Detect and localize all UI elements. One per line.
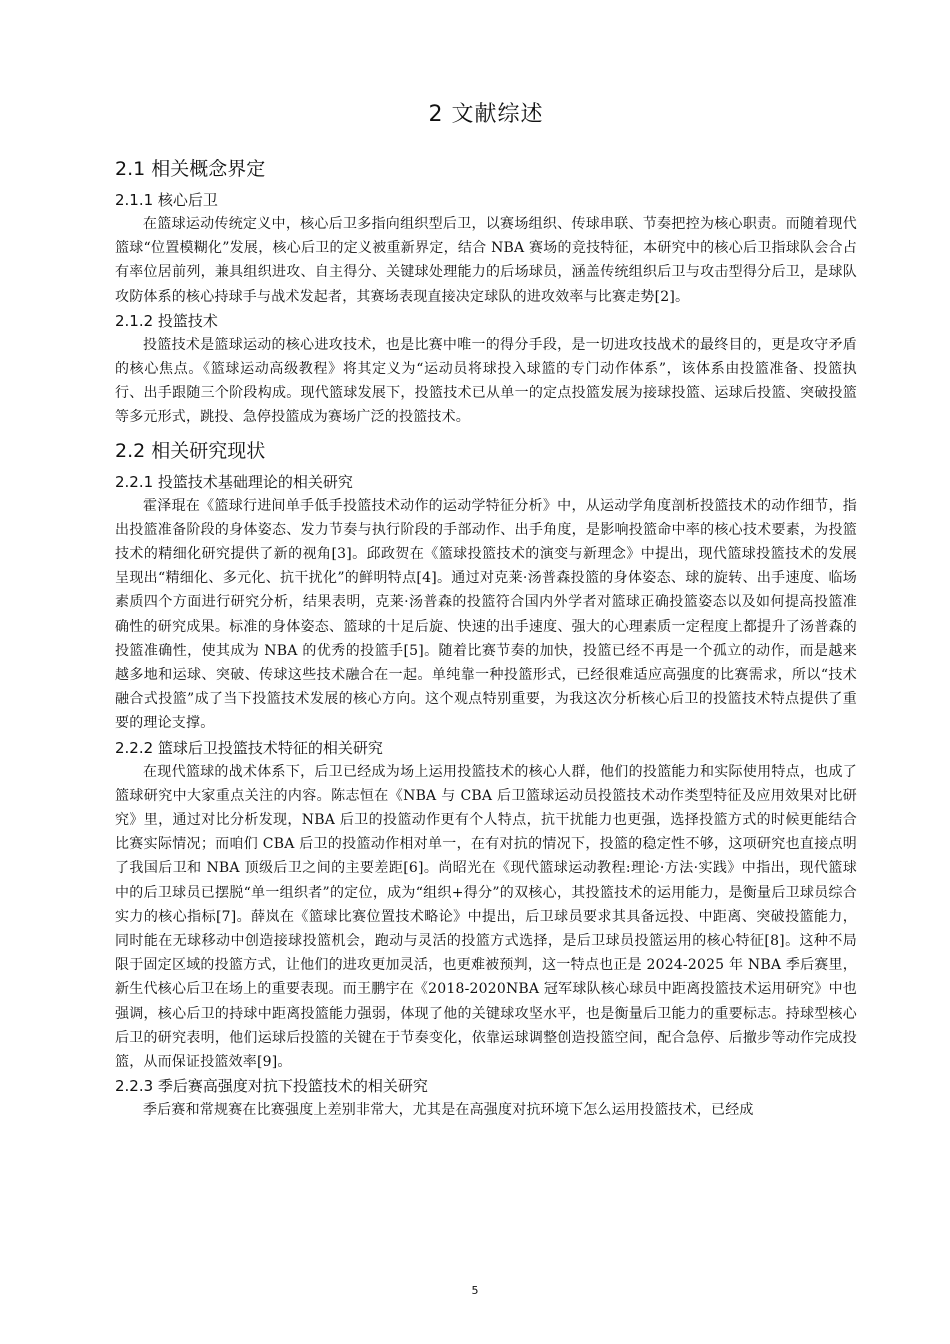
page-number: 5 [471,1284,479,1297]
section-2-2-2-title: 2.2.2 篮球后卫投篮技术特征的相关研究 [115,738,383,757]
page-content [115,98,857,1123]
chapter-title: 2 文献综述 [428,102,544,127]
section-2-1-2-title: 2.1.2 投篮技术 [115,311,218,330]
section-2-2-3-title: 2.2.3 季后赛高强度对抗下投篮技术的相关研究 [115,1077,428,1096]
paragraph-2-1-2: 投篮技术是篮球运动的核心进攻技术，也是比赛中唯一的得分手段，是一切进攻技战术的最终目的，更是攻守矛盾的核心焦点。《篮球运动高级教程》将其定义为“运动员将球投入球篮的专门动作体系”，该体系由投篮准备、投篮执行、出手跟随三个阶段构成。现代篮球发展下，投篮技术已从单一的定点投篮发展为接球投篮、运球后投篮、突破投篮等多元形式，跳投、急停投篮成为赛场广泛的投篮技术。 [115,336,857,426]
section-2-1-title: 2.1 相关概念界定 [115,158,266,180]
section-2-2-title: 2.2 相关研究现状 [115,439,266,462]
section-2-2-1-title: 2.2.1 投篮技术基础理论的相关研究 [115,472,353,491]
paragraph-2-1-1: 在篮球运动传统定义中，核心后卫多指向组织型后卫，以赛场组织、传球串联、节奏把控为核心职责。而随着现代篮球“位置模糊化”发展，核心后卫的定义被重新界定，结合 NBA 赛场的竞技特征，本研究中的核心后卫指球队会合占有率位居前列，兼具组织进攻、自主得分、关键球处理能力的后场球员，涵盖传统组织后卫与攻击型得分后卫，是球队攻防体系的核心持球手与战术发起者，其赛场表现直接决定球队的进攻效率与比赛走势[2]。 [115,216,857,305]
paragraph-2-2-3: 季后赛和常规赛在比赛强度上差别非常大，尤其是在高强度对抗环境下怎么运用投篮技术，已经成 [143,1102,754,1119]
section-2-1-1-title: 2.1.1 核心后卫 [115,191,218,209]
paragraph-2-2-2: 在现代篮球的战术体系下，后卫已经成为场上运用投篮技术的核心人群，他们的投篮能力和实际使用特点，也成了篮球研究中大家重点关注的内容。陈志恒在《NBA 与 CBA 后卫篮球运动员投篮技术动作类型特征及应用效果对比研究》里，通过对比分析发现，NBA 后卫的投篮动作更有个人特点，抗干扰能力也更强，选择投篮方式的时候更能结合比赛实际情况；而咱们 CBA 后卫的投篮动作相对单一，在有对抗的情况下，投篮的稳定性不够，这项研究也直接点明了我国后卫和 NBA 顶级后卫之间的主要差距[6]。尚昭光在《现代篮球运动教程:理论·方法·实践》中指出，现代篮球中的后卫球员已摆脱“单一组织者”的定位，成为“组织+得分”的双核心，其投篮技术的运用能力，是衡量后卫球员综合实力的核心指标[7]。薛岚在《篮球比赛位置技术略论》中提出，后卫球员要求其具备远投、中距离、突破投篮能力，同时能在无球移动中创造接球投篮机会，跑动与灵活的投篮方式选择，是后卫球员投篮运用的核心特征[8]。这种不局限于固定区域的投篮方式，让他们的进攻更加灵活，也更难被预判，这一特点也正是 2024-2025 年 NBA 季后赛里，新生代核心后卫在场上的重要表现。而王鹏宇在《2018-2020NBA 冠军球队核心球员中距离投篮技术运用研究》中也强调，核心后卫的持球中距离投篮能力强弱，体现了他的关键球攻坚水平，也是衡量后卫能力的重要标志。持球型核心后卫的研究表明，他们运球后投篮的关键在于节奏变化，依靠运球调整创造投篮空间，配合急停、后撤步等动作完成投篮，从而保证投篮效率[9]。 [115,763,857,1071]
paragraph-2-2-1: 霍泽琨在《篮球行进间单手低手投篮技术动作的运动学特征分析》中，从运动学角度剖析投篮技术的动作细节，指出投篮准备阶段的身体姿态、发力节奏与执行阶段的手部动作、出手角度，是影响投篮命中率的核心技术要素，为投篮技术的精细化研究提供了新的视角[3]。邱政贺在《篮球投篮技术的演变与新理念》中提出，现代篮球投篮技术的发展呈现出“精细化、多元化、抗干扰化”的鲜明特点[4]。通过对克莱·汤普森投篮的身体姿态、球的旋转、出手速度、临场素质四个方面进行研究分析，结果表明，克莱·汤普森的投篮符合国内外学者对篮球正确投篮姿态以及如何提高投篮准确性的研究成果。标准的身体姿态、篮球的十足后旋、快速的出手速度、强大的心理素质一定程度上都提升了汤普森的投篮准确性，使其成为 NBA 的优秀的投篮手[5]。随着比赛节奏的加快，投篮已经不再是一个孤立的动作，而是越来越多地和运球、突破、传球这些技术融合在一起。单纯靠一种投篮形式，已经很难适应高强度的比赛需求，所以“技术融合式投篮”成了当下投篮技术发展的核心方向。这个观点特别重要，为我这次分析核心后卫的投篮技术特点提供了重要的理论支撑。 [115,497,857,732]
